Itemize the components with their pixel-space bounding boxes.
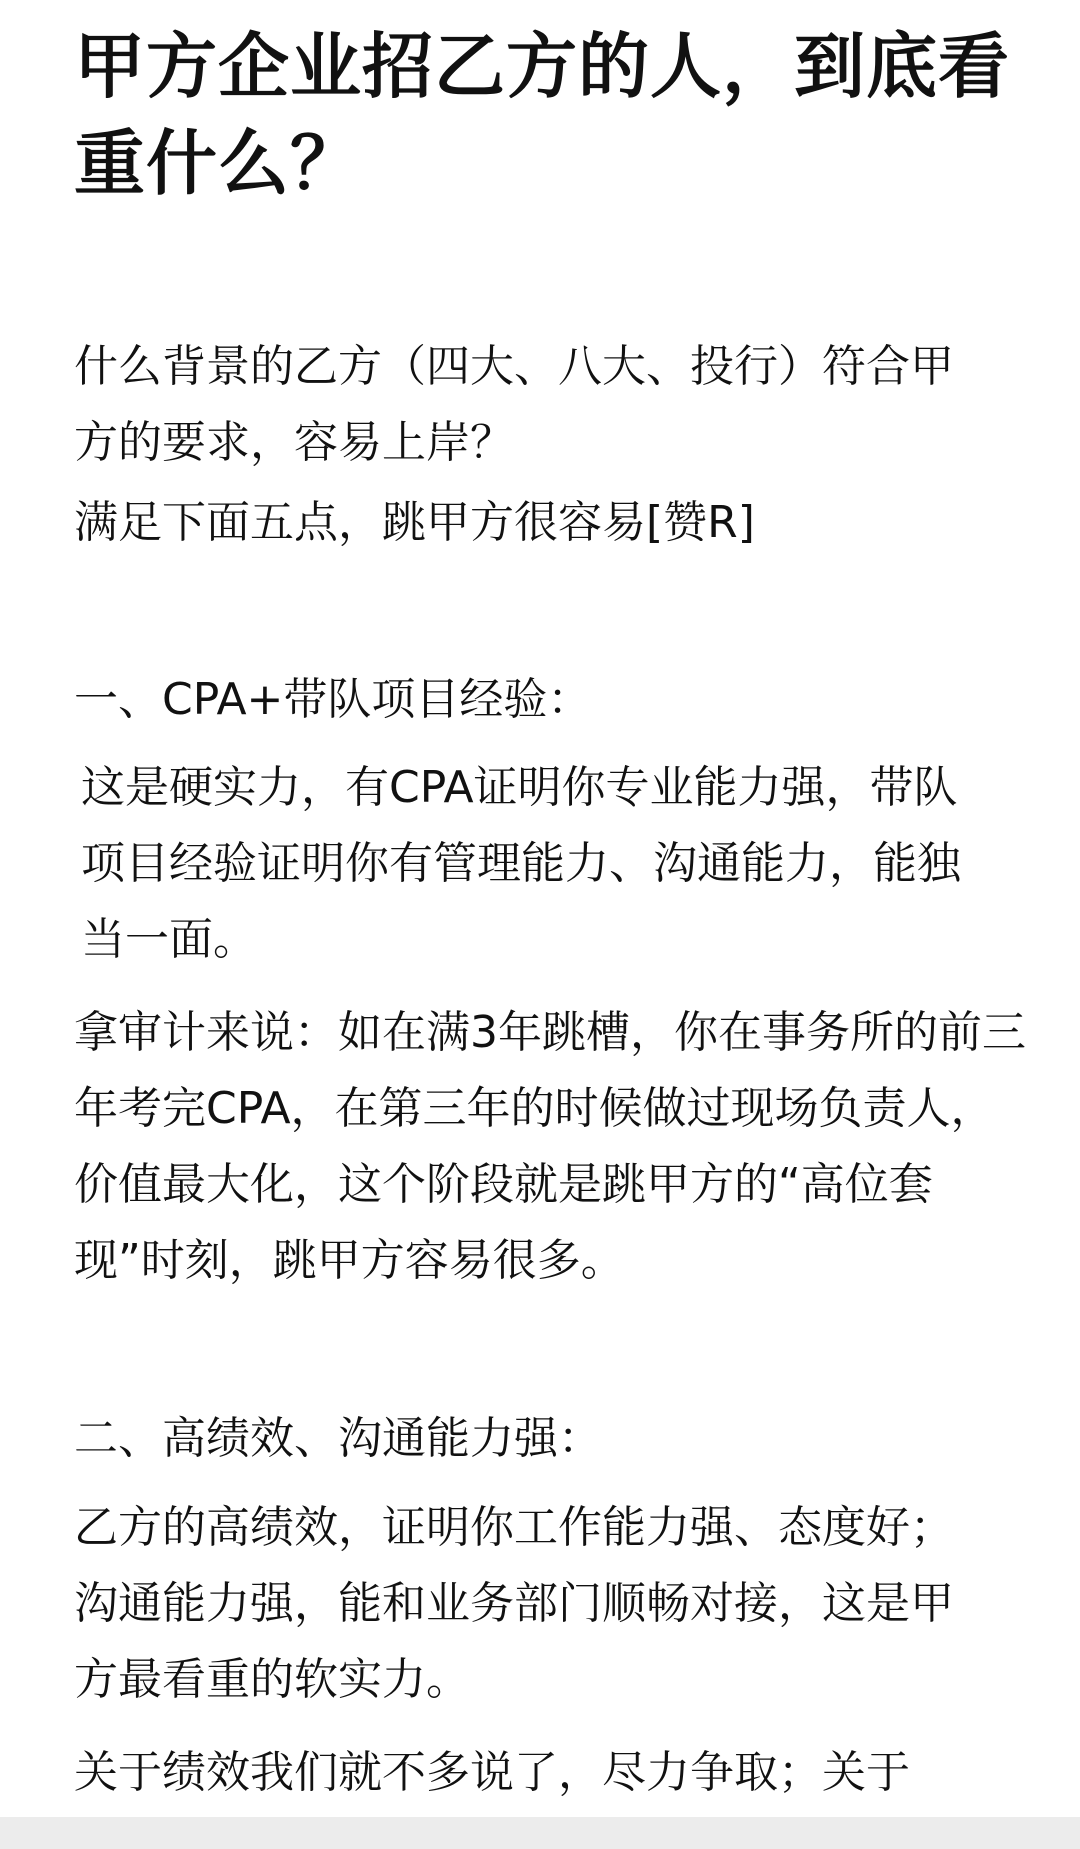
bottom-edge — [0, 1817, 1080, 1849]
article-title: 甲方企业招乙方的人，到底看重什么？ — [74, 25, 1011, 205]
section-1-example: 拿审计来说：如在满3年跳槽，你在事务所的前三年考完CPA，在第三年的时候做过现场负责人，价值最大化，这个阶段就是跳甲方的“高位套现”时刻，跳甲方容易很多。 — [74, 1007, 1026, 1286]
section-2-paragraph-cut: 关于绩效我们就不多说了，尽力争取；关于 — [74, 1747, 910, 1798]
intro-answer: 满足下面五点，跳甲方很容易[赞R] — [74, 497, 755, 548]
section-1-paragraph: 这是硬实力，有CPA证明你专业能力强，带队项目经验证明你有管理能力、沟通能力，能独当一面。 — [81, 762, 961, 965]
intro-question: 什么背景的乙方（四大、八大、投行）符合甲方的要求，容易上岸？ — [74, 341, 954, 468]
section-2-paragraph: 乙方的高绩效，证明你工作能力强、态度好；沟通能力强，能和业务部门顺畅对接，这是甲方最看重的软实力。 — [74, 1502, 954, 1705]
section-2-heading: 二、高绩效、沟通能力强： — [74, 1413, 602, 1464]
section-1-heading: 一、CPA+带队项目经验： — [74, 674, 592, 725]
